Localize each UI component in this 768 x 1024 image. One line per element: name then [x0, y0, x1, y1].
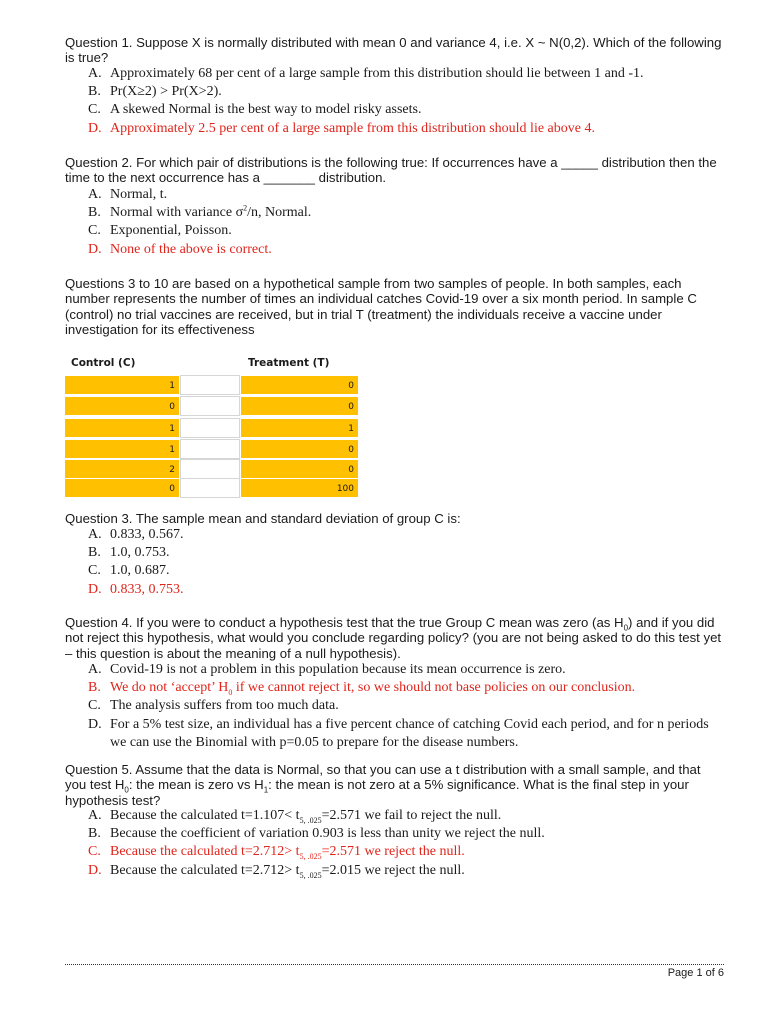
q3-option-d-answer: D. 0.833, 0.753.	[88, 581, 184, 597]
q5-option-a: A. Because the calculated $t=1.107< t_{5, .025}=2.571$ we fail to reject the null.	[88, 808, 502, 825]
question-5-options	[88, 807, 728, 880]
question-4-options	[88, 661, 728, 752]
question-3-options	[88, 526, 728, 599]
q4-option-b-answer: B. We do not ‘accept’ $H_0$ if we cannot reject it, so we should not base policies on our conclusion.	[88, 680, 636, 697]
control-header: Control (C)	[71, 357, 136, 369]
intro-paragraph: Questions 3 to 10 are based on a hypothetical sample from two samples of people. In both samples, each number represents the number of times an individual catches Covid-19 over a six month period. In sample C (control) no trial vaccines are received, but in trial T (treatment) the individuals receive a vaccine under investigation for its effectiveness	[65, 276, 697, 338]
control-cell-4: 1	[64, 439, 180, 459]
spacer-cell	[180, 439, 240, 459]
q1-option-d-answer: D. Approximately 2.5 per cent of a large sample from this distribution should lie above 4.	[88, 120, 595, 136]
treatment-cell-1: 0	[240, 375, 359, 395]
q4-option-d: D. For a 5% test size, an individual has a five percent chance of catching Covid each period, and for n periods we can use the Binomial with p=0.05 to prepare for the disease numbers.	[88, 716, 709, 750]
q2-option-c: C. Exponential, Poisson.	[88, 223, 232, 239]
treatment-cell-6: 100	[240, 478, 359, 498]
control-cell-3: 1	[64, 418, 180, 438]
question-1-options	[88, 65, 728, 138]
control-cell-6: 0	[64, 478, 180, 498]
q1-option-a: A. Approximately 68 per cent of a large sample from this distribution should lie between 1 and -1.	[88, 66, 644, 81]
q5-option-c-answer: C. Because the calculated $t=2.712> t_{5, .025}=2.571$ we reject the null.	[88, 844, 465, 862]
q2-option-d-answer: D. None of the above is correct.	[88, 241, 272, 257]
question-3-text: Question 3. The sample mean and standard deviation of group C is:	[65, 511, 461, 526]
q5-option-b: B. Because the coefficient of variation 0.903 is less than unity we reject the null.	[88, 826, 545, 842]
treatment-cell-4: 0	[240, 439, 359, 459]
question-5-text: Question 5. Assume that the data is Normal, so that you can use a t distribution with a small sample, and that you test $H_0$: the mean is zero vs $H_1$: the mean is not zero at a 5% significance. What is the final step in your hypothesis test?	[65, 762, 701, 808]
q3-option-b: B. 1.0, 0.753.	[88, 545, 170, 561]
question-2-text: Question 2. For which pair of distributions is the following true: If occurrences have a _____ distribution then the time to the next occurrence has a _______ distribution.	[65, 155, 717, 186]
spacer-cell	[180, 478, 240, 498]
treatment-cell-3: 1	[240, 418, 359, 438]
control-cell-1: 1	[64, 375, 180, 395]
footer-divider	[65, 964, 724, 965]
q1-option-c: C. A skewed Normal is the best way to model risky assets.	[88, 102, 422, 118]
q5-option-d: D. Because the calculated $t=2.712> t_{5, .025}=2.015$ we reject the null.	[88, 862, 465, 880]
q2-option-a: A. Normal, t.	[88, 187, 168, 202]
treatment-cell-5: 0	[240, 459, 359, 479]
question-2-options	[88, 186, 728, 259]
question-4-text: Question 4. If you were to conduct a hypothesis test that the true Group C mean was zero (as $H_0$) and if you did not reject this hypothesis, what would you conclude regarding policy? (you are not being asked to do this test yet – this question is about the meaning of a null hypothesis).	[65, 615, 722, 661]
q4-option-c: C. The analysis suffers from too much data.	[88, 698, 339, 714]
q3-option-c: C. 1.0, 0.687.	[88, 563, 170, 579]
q4-option-a: A. Covid-19 is not a problem in this population because its mean occurrence is zero.	[88, 662, 566, 677]
treatment-header: Treatment (T)	[248, 357, 330, 369]
spacer-cell	[180, 418, 240, 438]
q2-option-b: B. Normal with variance $\sigma^2/n$, Normal.	[88, 203, 312, 221]
treatment-cell-2: 0	[240, 396, 359, 416]
spacer-cell	[180, 396, 240, 416]
control-cell-5: 2	[64, 459, 180, 479]
q1-option-b: B. Pr(X≥2) > Pr(X>2).	[88, 84, 222, 100]
q3-option-a: A. 0.833, 0.567.	[88, 527, 184, 542]
control-cell-2: 0	[64, 396, 180, 416]
page-number: Page 1 of 6	[667, 967, 724, 979]
spacer-cell	[180, 459, 240, 479]
spacer-cell	[180, 375, 240, 395]
question-1-text: Question 1. Suppose X is normally distributed with mean 0 and variance 4, i.e. X ~ N(0,2). Which of the following is true?	[65, 35, 722, 66]
